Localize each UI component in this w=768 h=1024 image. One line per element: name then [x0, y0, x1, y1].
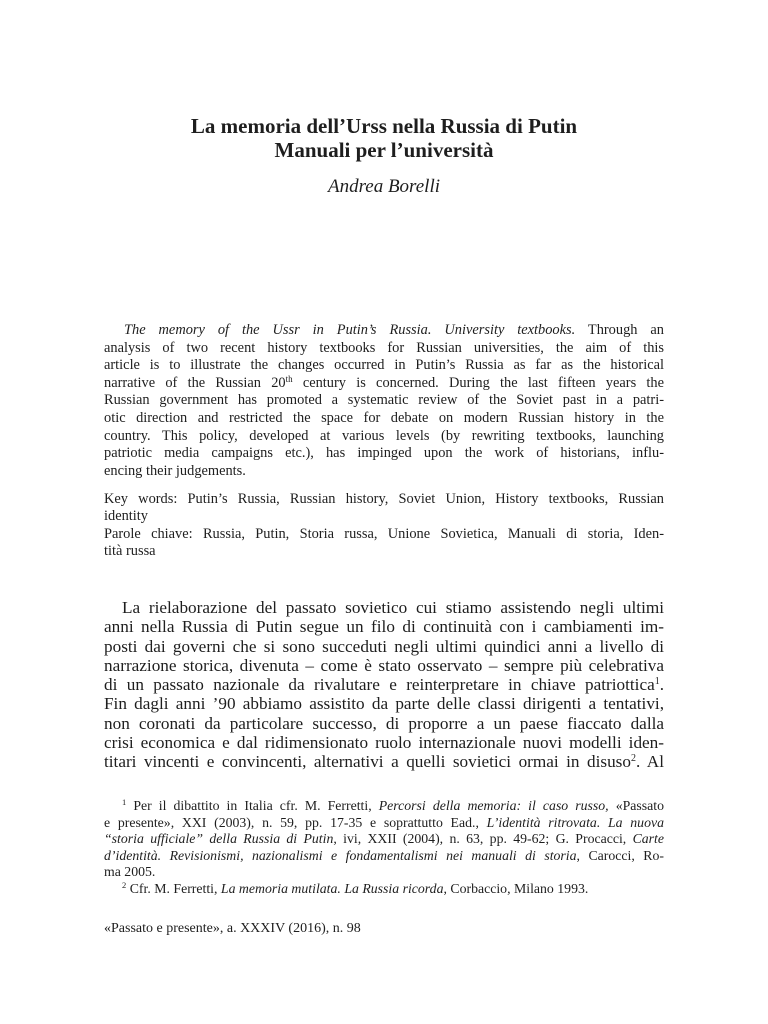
body-line: anni nella Russia di Putin segue un filo di continuità con i cambiamenti im-: [104, 617, 664, 637]
abstract-line: The memory of the Ussr in Putin’s Russia. University textbooks. Through an: [124, 322, 664, 338]
abstract-title: The memory of the Ussr in Putin’s Russia. University textbooks.: [124, 322, 576, 338]
keywords: [104, 491, 664, 561]
abstract-line: article is to illustrate the changes occurred in Putin’s Russia as far as the historical: [104, 357, 664, 374]
abstract-line: patriotic media campaigns etc.), has impinged upon the work of historians, influ-: [104, 445, 664, 462]
footnote-ref-2[interactable]: 2: [630, 753, 636, 765]
article-title: [0, 114, 768, 162]
title-line-1: La memoria dell’Urss nella Russia di Putin: [190, 114, 578, 138]
footnote-line: d’identità. Revisionismi, nazionalismi e fondamentalismi nei manuali di storia, Carocci, Ro-: [104, 847, 664, 863]
body-line: crisi economica e dal ridimensionato ruolo internazionale nuovi modelli iden-: [104, 733, 664, 753]
footnote-1: $^1$ Per il dibattito in Italia cfr. M. Ferretti, Percorsi della memoria: il caso russo, «Passato: [122, 797, 664, 813]
footnote-number: 2: [122, 879, 127, 890]
footnote-number: 1: [122, 797, 127, 807]
body-line: posti dai governi che si sono succeduti negli ultimi quindici anni a livello di: [104, 636, 664, 656]
footnote-line: “storia ufficiale” della Russia di Putin, ivi, XXII (2004), n. 63, pp. 49-62; G. Procacci, Carte: [104, 831, 664, 846]
abstract-line: analysis of two recent history textbooks for Russian universities, the aim of this: [104, 339, 664, 356]
body-text: [104, 598, 664, 772]
abstract-line: encing their judgements.: [104, 462, 246, 479]
footnote-line: ma 2005.: [104, 864, 156, 879]
abstract-line: Russian government has promoted a systematic review of the Soviet past in a patri-: [104, 392, 664, 409]
body-line: Fin dagli anni ’90 abbiamo assistito da parte delle classi dirigenti a tentativi,: [104, 694, 664, 714]
footnote-2: $^2$ Cfr. M. Ferretti, La memoria mutilata. La Russia ricorda, Corbaccio, Milano 1993.: [122, 879, 589, 896]
body-line: La rielaborazione del passato sovietico cui stiamo assistendo negli ultimi: [122, 598, 664, 617]
abstract-line: narrative of the Russian 20th century is concerned. During the last fifteen years the: [104, 373, 664, 391]
title-line-2: Manuali per l’università: [274, 138, 494, 162]
keywords-italian-cont: tità russa: [104, 543, 156, 560]
body-line: narrazione storica, divenuta – come è stato osservato – sempre più celebrativa: [104, 655, 664, 675]
keywords-italian: Parole chiave: Russia, Putin, Storia russa, Unione Sovietica, Manuali di storia, Iden-: [104, 525, 664, 542]
body-line: di un passato nazionale da rivalutare e reinterpretare in chiave patriottica$^1$.: [104, 675, 664, 695]
footnote-ref-1[interactable]: 1: [654, 676, 660, 688]
journal-citation: «Passato e presente», a. XXXIV (2016), n. 98: [104, 921, 361, 936]
abstract: [104, 322, 664, 480]
keywords-english: Key words: Putin’s Russia, Russian history, Soviet Union, History textbooks, Russian: [104, 491, 664, 507]
keywords-english-cont: identity: [104, 508, 148, 525]
footnote-line: e presente», XXI (2003), n. 59, pp. 17-35 e soprattutto Ead., L’identità ritrovata. La nuova: [104, 814, 664, 830]
author-name: Andrea Borelli: [327, 176, 441, 197]
body-line: titari vincenti e convincenti, alternativi a quelli sovietici ormai in disuso$^2$. Al: [104, 752, 664, 772]
footnotes: [104, 798, 664, 897]
abstract-line: otic direction and restricted the space for debate on modern Russian history in the: [104, 409, 664, 426]
abstract-line: country. This policy, developed at various levels (by rewriting textbooks, launching: [104, 427, 664, 444]
body-line: non coronati da particolare successo, di proporre a un paese fiaccato dalla: [104, 713, 664, 733]
